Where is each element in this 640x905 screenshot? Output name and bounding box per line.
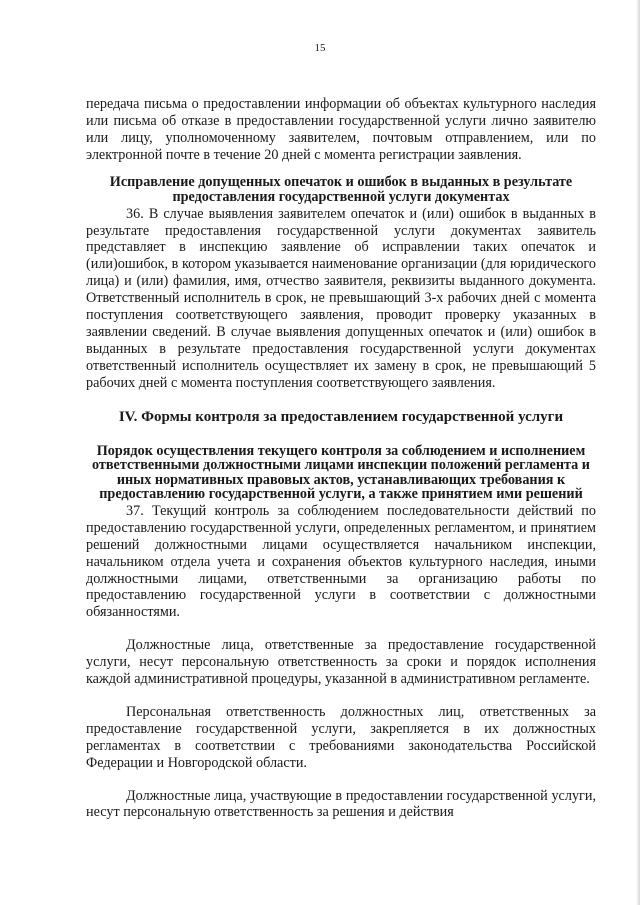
page-number: 15 <box>314 42 326 54</box>
heading-control-procedure: Порядок осуществления текущего контроля за соблюдением и исполнением ответственными должностными лицами инспекции положений регламента и иных нормативных правовых актов, устанавливающих требования к предоставлению государственной услуги, а также принятием ими решений <box>92 442 590 503</box>
paragraph-continuation: передача письма о предоставлении информации об объектах культурного наследия или письма об отказе в предоставлении государственной услуги лично заявителю или лицу, уполномоченному заявителем, почтовым отправлением, или по электронной почте в течение 20 дней с момента регистрации заявления. <box>86 96 596 163</box>
paragraph-36: 36. В случае выявления заявителем опечаток и (или) ошибок в выданных в результате предоставления государственной услуги документах заявитель представляет в инспекцию заявление об исправлении таких опечаток и (или)ошибок, в котором указывается наименование организации (для юридического лица) и (или) фамилия, имя, отчество заявителя, реквизиты выданного документа. Ответственный исполнитель в срок, не превышающий 3-х рабочих дней с момента поступления соответствующего заявления, проводит проверку указанных в заявлении сведений. В случае выявления допущенных опечаток и (или) ошибок в выданных в результате предоставления государственной услуги документах ответственный исполнитель осуществляет их замену в срок, не превышающий 5 рабочих дней с момента поступления соответствующего заявления. <box>86 205 596 391</box>
paragraph-participating-officials: Должностные лица, участвующие в предоставлении государственной услуги, несут персональную ответственность за решения и действия <box>86 787 596 821</box>
paragraph-officials-responsibility: Должностные лица, ответственные за предоставление государственной услуги, несут персональную ответственность за сроки и порядок исполнения каждой административной процедуры, указанной в административном регламенте. <box>86 637 596 688</box>
heading-corrections: Исправление допущенных опечаток и ошибок в выданных в результате предоставления государственной услуги документах <box>109 173 573 205</box>
paragraph-personal-responsibility: Персональная ответственность должностных лиц, ответственных за предоставление государственной услуги, закрепляется в их должностных регламентах в соответствии с требованиями законодательства Российской Федерации и Новгородской области. <box>86 703 596 771</box>
document-body <box>86 96 596 821</box>
heading-section-iv: IV. Формы контроля за предоставлением государственной услуги <box>118 408 564 425</box>
scan-edge-shadow <box>636 0 640 905</box>
paragraph-37: 37. Текущий контроль за соблюдением последовательности действий по предоставлению государственной услуги, определенных регламентом, и принятием решений должностными лицами осуществляется начальником инспекции, начальником отдела учета и сохранения объектов культурного наследия, иными должностными лицами, ответственными за организацию работы по предоставлению государственной услуги в соответствии с должностными обязанностями. <box>86 502 596 621</box>
